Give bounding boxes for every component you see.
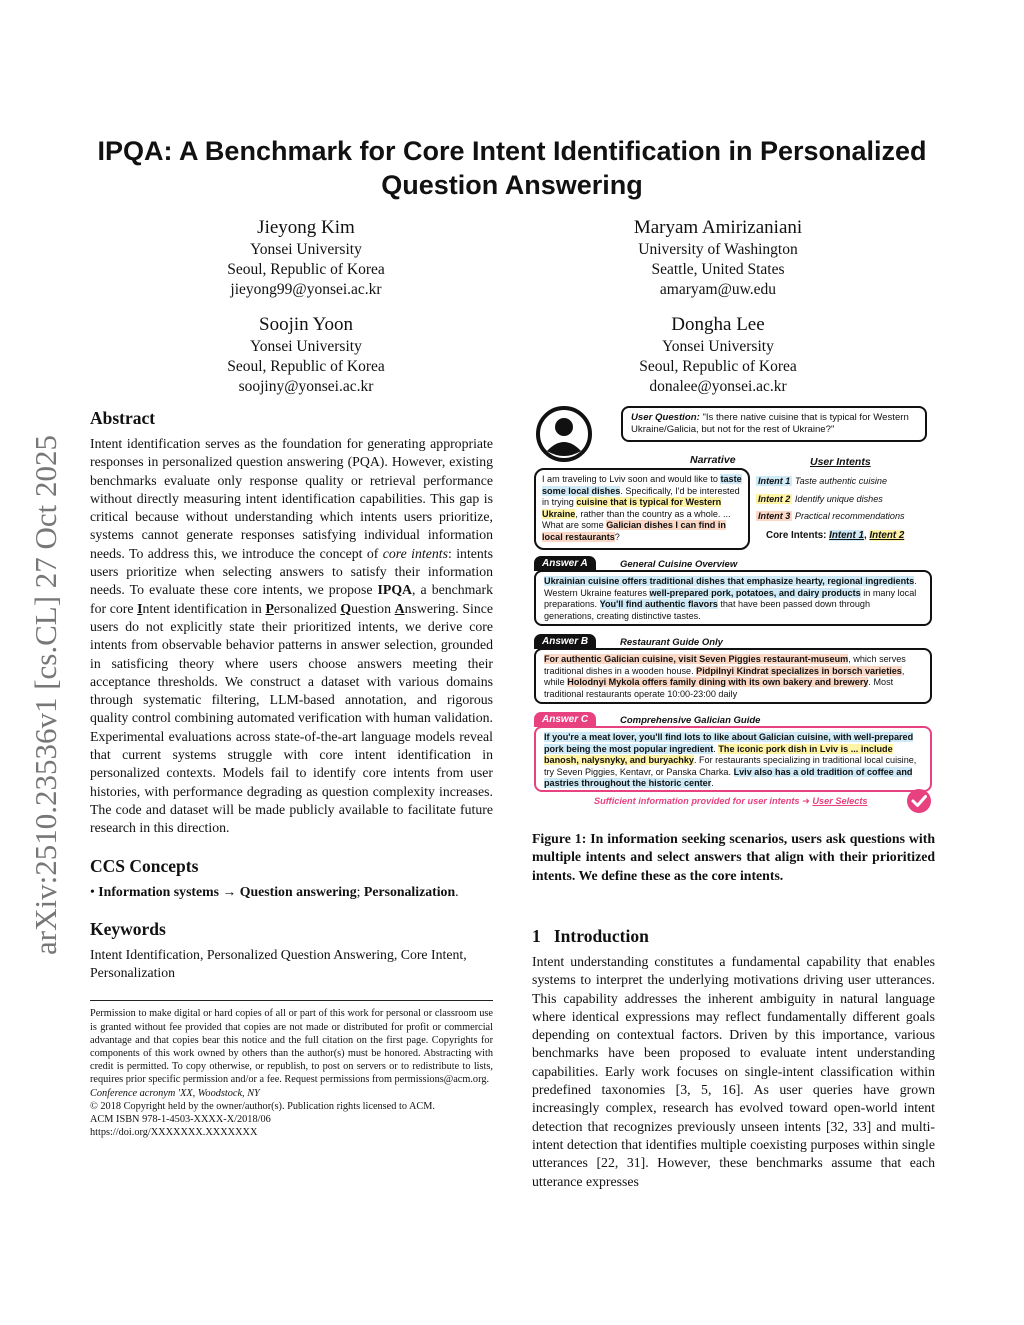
arxiv-sidebar — [26, 375, 66, 955]
answer-c-tag: Answer C — [534, 712, 596, 727]
author-email: donalee@yonsei.ac.kr — [649, 378, 787, 395]
author-location: Seoul, Republic of Korea — [639, 358, 797, 375]
introduction-section — [532, 925, 935, 1191]
left-column — [90, 407, 493, 1139]
narrative-label: Narrative — [690, 454, 736, 466]
author-email: amaryam@uw.edu — [659, 281, 777, 298]
figure-caption: Figure 1: In information seeking scenarios, users ask questions with multiple intents and select answers that align with their prioritized intents. We define these as the core intents. — [532, 831, 935, 883]
answer-a-box: Ukrainian cuisine offers traditional dishes that emphasize hearty, regional ingredients. Western Ukraine features well-prepared pork, potatoes, and dairy products in many local preparations. You'll find authentic flavors that have been passed down through generations, creating distinctive tastes. — [534, 570, 932, 626]
author-location: Seattle, United States — [651, 261, 785, 278]
author-block-4 — [568, 313, 868, 397]
permission-text: Permission to make digital or hard copies of all or part of this work for personal or classroom use is granted without fee provided that copies are not made or distributed for profit or commercial advantage and that copies bear this notice and the full citation on the first page. Copyrights for components of this work owned by others than the author(s) must be honored. Abstracting with credit is permitted. To copy otherwise, or republish, to post on servers or to redistribute to lists, requires prior specific permission and/or a fee. Request permissions from permissions@acm.org. — [90, 1008, 493, 1086]
answer-c-title: Comprehensive Galician Guide — [620, 715, 761, 726]
abstract-heading: Abstract — [90, 408, 156, 428]
intent-list — [756, 476, 936, 541]
intro-text: Intent understanding constitutes a fundamental capability that enables systems to interpret the underlying motivations driving user utterances. This capability addresses the inherent ambiguity in natural language where identical expressions may reflect fundamentally different goals depending on contextual factors. Driven by this importance, various benchmarks have been proposed to evaluate intent understanding capabilities. Early work focuses on single-intent classification within predefined taxonomies [3, 5, 16]. As user queries have grown increasingly complex, research has evolved toward open-world intent detection that recognizes previously unseen intents [32, 33] and multi-intent detection that identifies multiple coexisting purposes within single utterances [22, 31]. However, these benchmarks assume that each utterance expresses — [532, 954, 935, 1189]
narrative-box: I am traveling to Lviv soon and would like to taste some local dishes. Specifically, I'd be interested in trying cuisine that is typical for Western Ukraine, rather than the country as a whole. ... What are some Galician dishes I can find in local restaurants? — [534, 468, 750, 550]
conference-line: Conference acronym 'XX, Woodstock, NY — [90, 1087, 260, 1099]
footnote-rule — [90, 1000, 493, 1001]
author-affiliation: Yonsei University — [250, 241, 362, 258]
author-block-1 — [156, 216, 456, 300]
author-block-2 — [568, 216, 868, 300]
intent-item-2: Intent 2 Identify unique dishes — [758, 493, 883, 504]
user-question-bubble: User Question: "Is there native cuisine that is typical for Western Ukraine/Galicia, but not for the rest of Ukraine?" — [621, 406, 927, 442]
answer-c-box: If you're a meat lover, you'll find lots to like about Galician cuisine, with well-prepared pork being the most popular ingredient. The iconic pork dish in Lviv is ... include banosh, nalysnyky, and buryachky. For restaurants specializing in traditional local cuisine, try Seven Piggies, Kentavr, or Panska Charka. Lviv also has a old tradition of coffee and pastries throughout the historic center. — [534, 726, 932, 792]
keywords-text: Intent Identification, Personalized Question Answering, Core Intent, Personalization — [90, 946, 467, 981]
sufficient-note: Sufficient information provided for user intents ➜ User Selects — [594, 796, 868, 806]
author-affiliation: Yonsei University — [662, 338, 774, 355]
intent-item-3: Intent 3 Practical recommendations — [758, 511, 905, 522]
abstract-text: Intent identification serves as the foundation for generating appropriate responses in personalized question answering (PQA). However, existing benchmarks evaluate only response quality or retrieval performance without directly measuring intent identification capabilities. This gap is critical because without understanding which intents users prioritize, systems cannot generate responses satisfying individual information needs. To address this, we introduce the concept of core intents: intents users prioritize when selecting answers to satisfy their information needs. To evaluate these core intents, we propose IPQA, a benchmark for core Intent identification in Personalized Question Answering. Since users do not explicitly state their prioritized intents, we derive core intents from observable behavior patterns in answer selection, grounded in satisficing theory where users choose answers meeting their acceptance thresholds. We construct a dataset with various domains through systematic filtering, LLM-based annotation, and rigorous quality control combining automated verification with human validation. Experimental evaluations across state-of-the-art language models reveal that current systems struggle with core intent identification in personalized contexts. Models fail to identify core intents from user histories, with performance degrading as question complexity increases. The code and dataset will be made publicly available to facilitate future research in this direction. — [90, 436, 494, 836]
isbn-line: ACM ISBN 978-1-4503-XXXX-X/2018/06 — [90, 1114, 271, 1126]
author-name: Maryam Amirizaniani — [633, 217, 803, 238]
author-block-3 — [156, 313, 456, 397]
author-affiliation: University of Washington — [638, 241, 798, 258]
doi-link[interactable]: https://doi.org/XXXXXXX.XXXXXXX — [90, 1127, 258, 1139]
author-name: Soojin Yoon — [259, 314, 353, 335]
figure-1 — [532, 402, 937, 812]
user-avatar-icon — [535, 405, 593, 463]
author-email: jieyong99@yonsei.ac.kr — [230, 281, 382, 298]
answer-b-title: Restaurant Guide Only — [620, 637, 723, 648]
paper-title: IPQA: A Benchmark for Core Intent Identification in Personalized Question Answering — [97, 136, 927, 200]
author-name: Jieyong Kim — [257, 217, 355, 238]
user-intents-label: User Intents — [810, 456, 871, 468]
author-location: Seoul, Republic of Korea — [227, 358, 385, 375]
answer-b-box: For authentic Galician cuisine, visit Seven Piggies restaurant-museum, which serves traditional dishes in a wooden house. Pidpilnyi Kindrat specializes in borsch varieties, while Holodnyi Mykola offers family dining with its own bakery and brewery. Most traditional restaurants operate 10:00-23:00 daily — [534, 648, 932, 704]
author-email: soojiny@yonsei.ac.kr — [238, 378, 374, 395]
ccs-concepts: • Information systems → Question answering; Personalization. — [90, 883, 459, 899]
answer-b-tag: Answer B — [534, 634, 596, 649]
answer-a-tag: Answer A — [534, 556, 596, 571]
author-name: Dongha Lee — [671, 314, 765, 335]
arxiv-id: arXiv:2510.23536v1 [cs.CL] 27 Oct 2025 — [28, 434, 63, 955]
intro-heading: 1 Introduction — [532, 926, 649, 946]
arrow-right-icon: ➜ — [802, 796, 810, 806]
ccs-heading: CCS Concepts — [90, 855, 199, 876]
copyright-line: © 2018 Copyright held by the owner/author(s). Publication rights licensed to ACM. — [90, 1100, 436, 1112]
author-affiliation: Yonsei University — [250, 338, 362, 355]
intent-item-1: Intent 1 Taste authentic cuisine — [758, 476, 888, 486]
answer-a-title: General Cuisine Overview — [620, 559, 738, 570]
checkmark-icon — [906, 788, 932, 814]
keywords-heading: Keywords — [90, 918, 166, 939]
author-location: Seoul, Republic of Korea — [227, 261, 385, 278]
core-intents-line: Core Intents: Intent 1, Intent 2 — [766, 529, 905, 541]
